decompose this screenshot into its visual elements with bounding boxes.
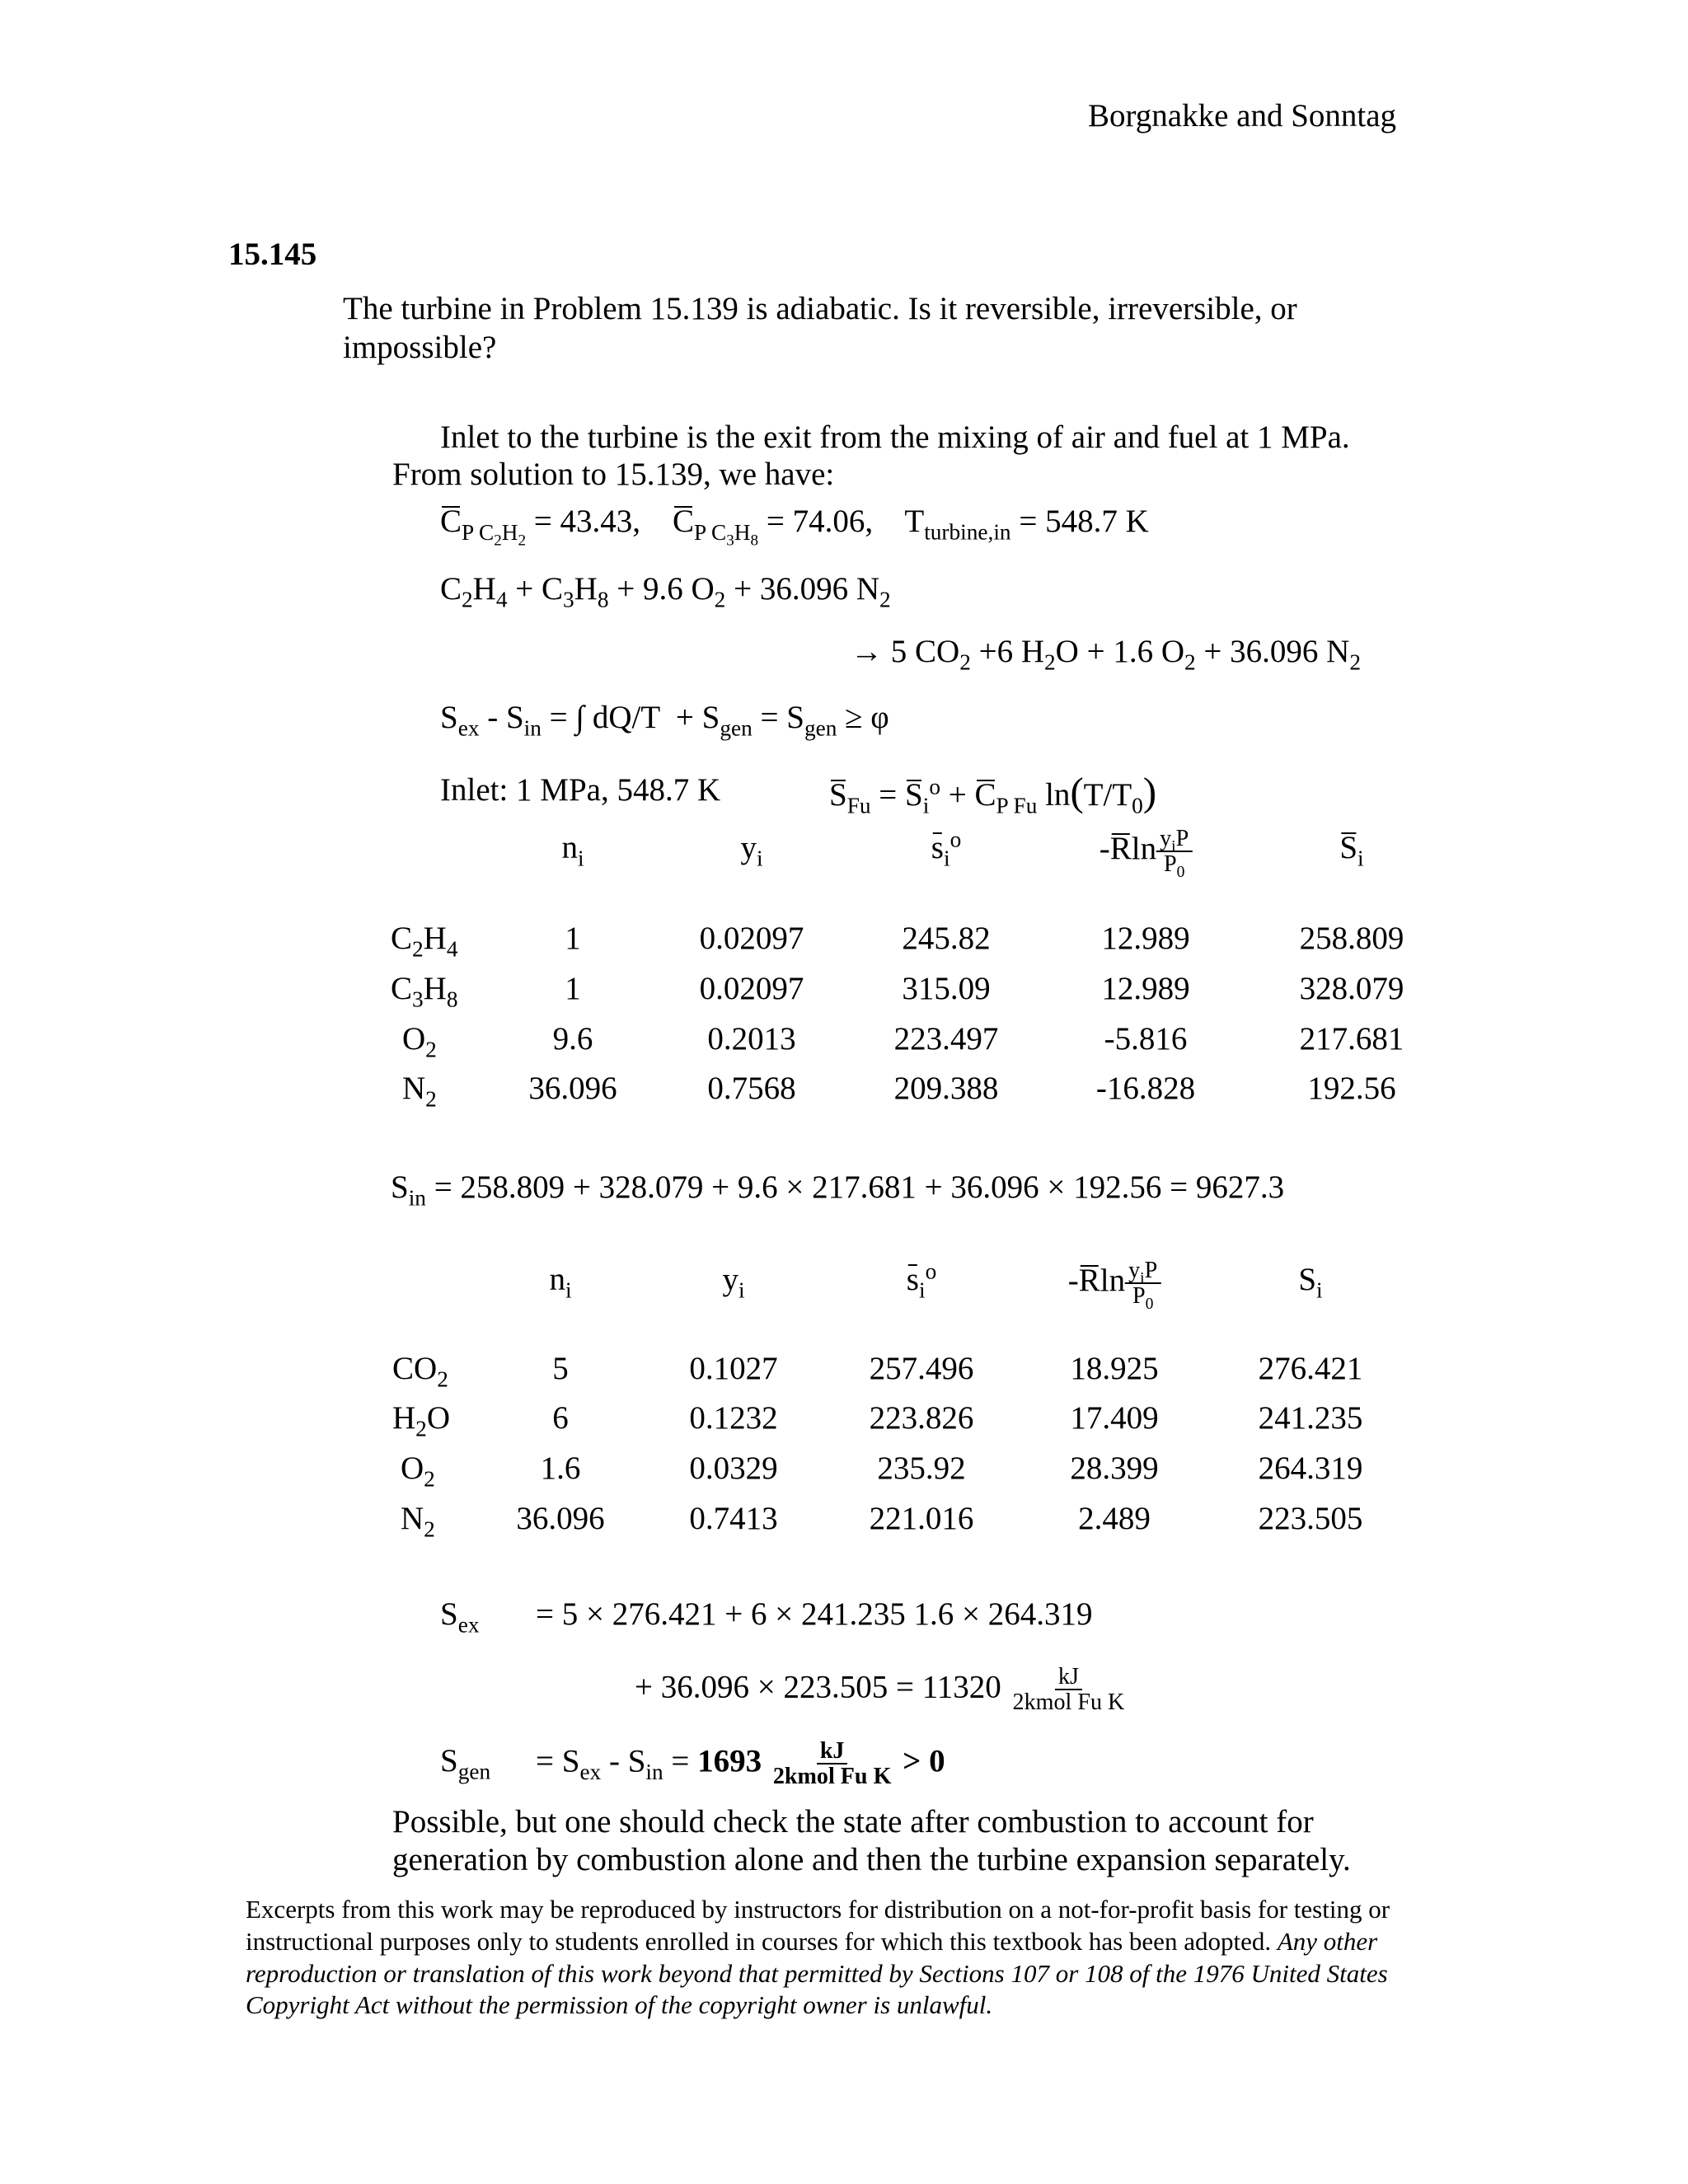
table-cell: 1: [565, 971, 581, 1006]
table-cell: 276.421: [1258, 1351, 1363, 1386]
table-cell: 36.096: [516, 1501, 605, 1536]
table-cell: 12.989: [1101, 921, 1190, 956]
turbine-inlet-temp: 548.7 K: [1045, 504, 1149, 539]
table-cell: 223.826: [869, 1400, 974, 1436]
inlet-species-n2: $N_2$: [402, 1071, 437, 1112]
inlet-species-c3h8: $C_3H_8$: [391, 971, 458, 1012]
exit-header-s: $S_i$: [1298, 1262, 1323, 1303]
conclusion-line-2: generation by combustion alone and then the turbine expansion separately.: [392, 1842, 1351, 1877]
table-cell: 223.497: [893, 1021, 999, 1057]
table-cell: 241.235: [1258, 1400, 1363, 1436]
s-in-equation: $S_{in} = 258.809 + 328.079 + 9.6 \times 217.681 + 36.096 \times 192.56 = 9627.3$: [391, 1169, 1285, 1211]
cp-c3h8-value: 74.06: [792, 504, 865, 539]
table-cell: 209.388: [893, 1071, 999, 1106]
fuel-entropy-formula: $S_{Fu} = S_i^o + C_{P Fu}$ $\ln(T/T_0)$: [829, 770, 1157, 818]
exit-species-h2o: $H_2O$: [392, 1400, 450, 1441]
table-cell: 5: [552, 1351, 569, 1386]
table-cell: 0.7568: [707, 1071, 796, 1106]
exit-header-n: $n_i$: [549, 1262, 572, 1303]
table-cell: 0.02097: [699, 971, 804, 1006]
exit-header-s0: $s_i^o$: [906, 1258, 937, 1303]
copyright-notice: [246, 1894, 1432, 2022]
table-cell: 6: [552, 1400, 569, 1436]
reaction-products: → 5 $CO_2 +6$ $H_2O + 1.6$ $O_2 + 36.096$ $N_2$: [851, 634, 1361, 675]
exit-species-n2: $N_2$: [401, 1501, 435, 1542]
table-cell: 0.7413: [689, 1501, 778, 1536]
inlet-state-label: Inlet: 1 MPa, 548.7 K: [440, 772, 721, 808]
table-cell: 1: [565, 921, 581, 956]
problem-number: 15.145: [228, 237, 317, 272]
table-cell: 221.016: [869, 1501, 974, 1536]
problem-statement: The turbine in Problem 15.139 is adiabatic. Is it reversible, irreversible, or impossible?: [343, 291, 1297, 365]
table-cell: 0.1027: [689, 1351, 778, 1386]
copyright-notice-text: Excerpts from this work may be reproduced by instructors for distribution on a not-for-profit basis for testing or instructional purposes only to students enrolled in courses for which this textbook has been adopted.: [246, 1895, 1390, 1956]
table-cell: 0.02097: [699, 921, 804, 956]
s-ex-unit-num: kJ: [1055, 1665, 1082, 1690]
table-cell: 258.809: [1299, 921, 1404, 956]
cp-c2h2-value: 43.43: [560, 504, 633, 539]
s-gen-unit-den: 2kmol Fu K: [772, 1764, 892, 1790]
s-ex-sum: + 36.096 × 223.505 = 11320: [635, 1669, 1001, 1705]
table-cell: 264.319: [1258, 1451, 1363, 1486]
table-cell: 257.496: [869, 1351, 974, 1386]
table-cell: 2.489: [1078, 1501, 1151, 1536]
s-gen-value: 1693: [697, 1743, 762, 1779]
reaction-reactants: $C_2H_4 + C_3H_8 + 9.6$ $O_2 + 36.096$ $N_2$: [440, 571, 891, 612]
table-cell: 9.6: [552, 1021, 593, 1057]
table-cell: 36.096: [528, 1071, 617, 1106]
s-ex-line-1: = 5 × 276.421 + 6 × 241.235 1.6 × 264.319: [536, 1596, 1093, 1632]
s-in-sum: = 258.809 + 328.079 + 9.6 × 217.681 + 36.096 × 192.56 = 9627.3: [434, 1169, 1285, 1205]
s-ex-line-2: [635, 1665, 1128, 1715]
exit-species-o2: $O_2$: [401, 1451, 435, 1492]
exit-header-correction: -Rln $\frac{y_iP}{P_0}$: [1068, 1258, 1161, 1309]
s-ex-label: $S_{ex}$: [440, 1596, 480, 1638]
s-gen-equation: = $S_{ex} - S_{in} = 1693$ $\frac{kJ}{\text{2kmol Fu K}}$ > 0: [536, 1738, 945, 1790]
exit-species-co2: $CO_2$: [392, 1351, 448, 1392]
table-cell: -5.816: [1104, 1021, 1188, 1057]
inlet-species-c2h4: $C_2H_4$: [391, 921, 458, 962]
inlet-header-s0: $s_i^o$: [931, 827, 962, 871]
page-header-author: Borgnakke and Sonntag: [1088, 98, 1397, 134]
s-gen-unit-num: kJ: [817, 1739, 848, 1765]
table-cell: 0.1232: [689, 1400, 778, 1436]
table-cell: 315.09: [902, 971, 991, 1006]
table-cell: 328.079: [1299, 971, 1404, 1006]
table-cell: 1.6: [540, 1451, 581, 1486]
table-cell: 223.505: [1258, 1501, 1363, 1536]
intro-line-2: From solution to 15.139, we have:: [392, 457, 835, 492]
intro-line-1: Inlet to the turbine is the exit from the mixing of air and fuel at 1 MPa.: [440, 419, 1350, 455]
s-gen-compare: > 0: [903, 1743, 945, 1779]
entropy-balance-equation: $S_{ex} - S_{in}$ = ∫ $dQ/T + S_{gen} = S_{gen} \ge \varphi$: [440, 700, 889, 741]
inlet-header-correction: -Rln $\frac{y_iP}{P_0}$: [1100, 827, 1193, 877]
table-cell: 217.681: [1299, 1021, 1404, 1057]
table-cell: 17.409: [1070, 1400, 1159, 1436]
table-cell: 18.925: [1070, 1351, 1159, 1386]
conclusion-line-1: Possible, but one should check the state after combustion to account for: [392, 1804, 1314, 1840]
table-cell: -16.828: [1095, 1071, 1196, 1106]
table-cell: 192.56: [1307, 1071, 1396, 1106]
table-cell: 235.92: [877, 1451, 966, 1486]
copyright-notice-italic: Any other reproduction or translation of this work beyond that permitted by Sections 107 or 108 of the 1976 United States Copyright Act without the permission of the copyright owner is unlawful.: [246, 1926, 1388, 2020]
table-cell: 0.0329: [689, 1451, 778, 1486]
table-cell: 12.989: [1101, 971, 1190, 1006]
inlet-species-o2: $O_2$: [402, 1021, 437, 1062]
s-gen-label: $S_{gen}$: [440, 1743, 491, 1784]
inlet-header-s: $S_i$: [1339, 830, 1364, 871]
exit-header-y: $y_i$: [722, 1262, 745, 1303]
s-ex-unit-den: 2kmol Fu K: [1012, 1690, 1125, 1716]
inlet-header-y: $y_i$: [740, 830, 763, 871]
table-cell: 245.82: [902, 921, 991, 956]
table-cell: 0.2013: [707, 1021, 796, 1057]
table-cell: 28.399: [1070, 1451, 1159, 1486]
inlet-header-n: $n_i$: [561, 830, 584, 871]
given-properties: $C_{P C_2H_2} = 43.43$, $C_{P C_3H_8} = 74.06$, $T_{turbine,in} = 548.7$ K: [440, 504, 1149, 550]
